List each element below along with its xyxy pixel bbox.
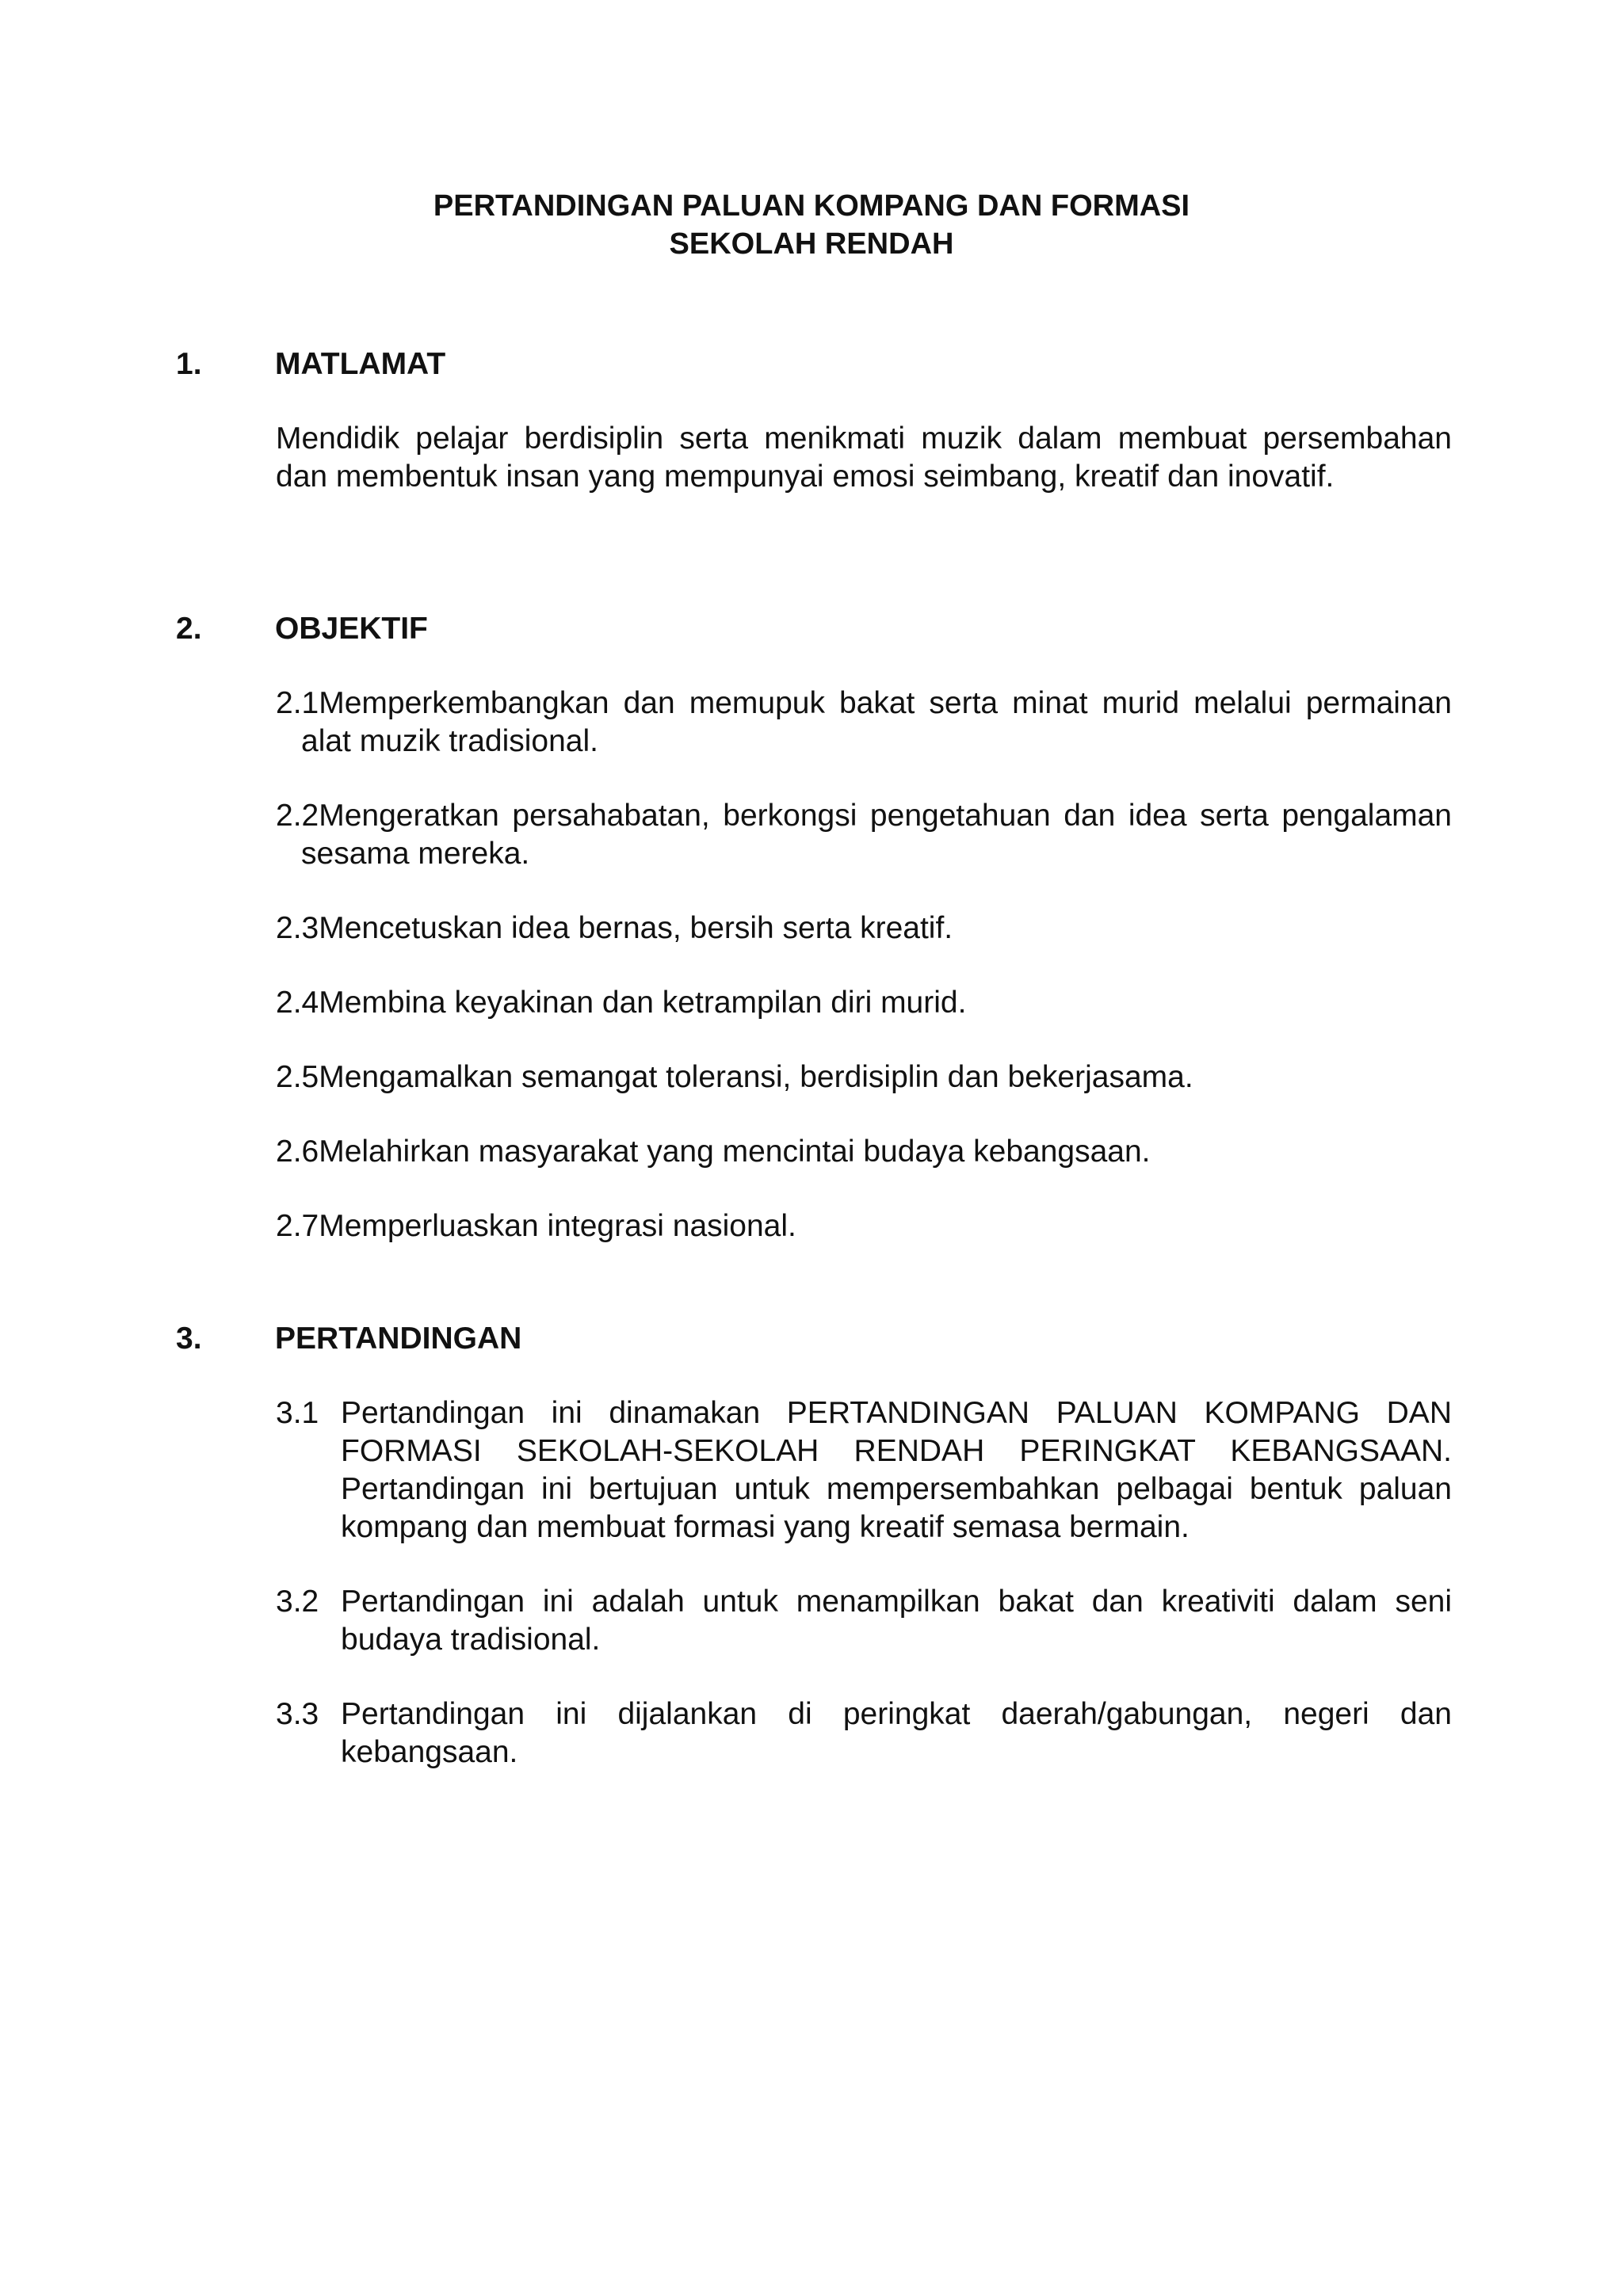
competition-item bbox=[276, 1394, 1452, 1547]
section-number: 1. bbox=[176, 347, 202, 381]
section-heading-matlamat bbox=[176, 345, 445, 383]
objective-text: Mencetuskan idea bernas, bersih serta kreatif. bbox=[319, 911, 953, 945]
section-heading-pertandingan bbox=[176, 1320, 521, 1358]
section-number: 3. bbox=[176, 1322, 202, 1356]
objective-item bbox=[276, 910, 1452, 948]
competition-text: Pertandingan ini dinamakan PERTANDINGAN PALUAN KOMPANG DAN FORMASI SEKOLAH-SEKOLAH RENDAH PERINGKAT KEBANGSAAN. Pertandingan ini bertujuan untuk mempersembahkan pelbagai bentuk paluan kompang dan membuat formasi yang kreatif semasa bermain. bbox=[341, 1396, 1452, 1544]
document-title bbox=[0, 187, 1623, 263]
title-line-1: PERTANDINGAN PALUAN KOMPANG DAN FORMASI bbox=[433, 189, 1190, 223]
objective-text: Memperkembangkan dan memupuk bakat serta minat murid melalui permainan alat muzik tradisional. bbox=[301, 686, 1452, 758]
section-heading-objektif bbox=[176, 610, 428, 648]
objective-number: 2.7 bbox=[276, 1209, 319, 1243]
objective-item bbox=[276, 1133, 1452, 1171]
section-number: 2. bbox=[176, 612, 202, 646]
objective-number: 2.2 bbox=[276, 799, 319, 833]
competition-item bbox=[276, 1583, 1452, 1659]
objective-text: Melahirkan masyarakat yang mencintai budaya kebangsaan. bbox=[319, 1135, 1151, 1169]
objective-number: 2.5 bbox=[276, 1060, 319, 1094]
objective-text: Memperluaskan integrasi nasional. bbox=[319, 1209, 796, 1243]
section-title: PERTANDINGAN bbox=[275, 1322, 522, 1356]
objective-text: Mengeratkan persahabatan, berkongsi pengetahuan dan idea serta pengalaman sesama mereka. bbox=[301, 799, 1452, 871]
objective-number: 2.6 bbox=[276, 1135, 319, 1169]
objective-item bbox=[276, 797, 1452, 873]
matlamat-paragraph: Mendidik pelajar berdisiplin serta menikmati muzik dalam membuat persembahan dan membentuk insan yang mempunyai emosi seimbang, kreatif dan inovatif. bbox=[276, 421, 1452, 494]
competition-number: 3.2 bbox=[276, 1585, 319, 1619]
section-title: OBJEKTIF bbox=[275, 612, 428, 646]
competition-number: 3.3 bbox=[276, 1697, 319, 1731]
objective-number: 2.3 bbox=[276, 911, 319, 945]
objective-item bbox=[276, 984, 1452, 1022]
objective-item bbox=[276, 1058, 1452, 1097]
objective-number: 2.4 bbox=[276, 986, 319, 1020]
competition-item bbox=[276, 1695, 1452, 1772]
competition-number: 3.1 bbox=[276, 1396, 319, 1430]
competition-text: Pertandingan ini dijalankan di peringkat daerah/gabungan, negeri dan kebangsaan. bbox=[341, 1697, 1452, 1769]
objective-text: Mengamalkan semangat toleransi, berdisiplin dan bekerjasama. bbox=[319, 1060, 1193, 1094]
objective-number: 2.1 bbox=[276, 686, 319, 720]
objective-text: Membina keyakinan dan ketrampilan diri murid. bbox=[319, 986, 967, 1020]
objective-item bbox=[276, 685, 1452, 761]
competition-text: Pertandingan ini adalah untuk menampilkan bakat dan kreativiti dalam seni budaya tradisional. bbox=[341, 1585, 1452, 1657]
objective-item bbox=[276, 1207, 1452, 1245]
title-line-2: SEKOLAH RENDAH bbox=[669, 227, 954, 261]
section-title: MATLAMAT bbox=[275, 347, 446, 381]
